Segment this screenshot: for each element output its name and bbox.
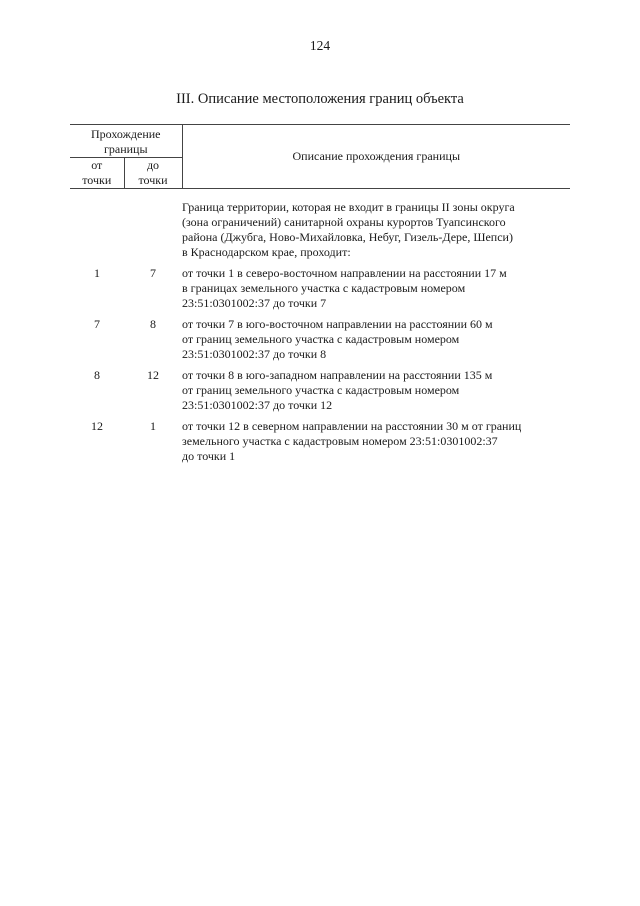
boundary-passage-header-line2: границы	[103, 142, 148, 156]
table-row	[70, 368, 570, 419]
from-point-header-line1: от	[91, 158, 103, 172]
segment-line: 23:51:0301002:37 до точки 12	[182, 398, 333, 412]
boundary-passage-header	[70, 125, 182, 158]
intro-from-cell	[70, 189, 124, 267]
intro-line: Граница территории, которая не входит в границы II зоны округа	[182, 200, 515, 214]
from-point-cell: 12	[91, 419, 103, 433]
from-point-header-line2: точки	[82, 173, 112, 187]
description-header: Описание прохождения границы	[182, 125, 570, 189]
to-point-header	[124, 158, 182, 189]
segment-line: в границах земельного участка с кадастровым номером	[182, 281, 466, 295]
segment-line: земельного участка с кадастровым номером 23:51:0301002:37	[182, 434, 498, 448]
to-point-cell: 12	[147, 368, 159, 382]
segment-line: 23:51:0301002:37 до точки 8	[182, 347, 327, 361]
segment-description	[182, 317, 570, 368]
from-point-header	[70, 158, 124, 189]
to-point-header-line2: точки	[138, 173, 168, 187]
to-point-cell: 8	[150, 317, 156, 331]
segment-line: от точки 7 в юго-восточном направлении на расстоянии 60 м	[182, 317, 493, 331]
intro-line: в Краснодарском крае, проходит:	[182, 245, 351, 259]
section-title: III. Описание местоположения границ объекта	[176, 91, 464, 107]
from-point-cell: 7	[94, 317, 100, 331]
to-point-cell: 1	[150, 419, 156, 433]
segment-description	[182, 368, 570, 419]
segment-description	[182, 266, 570, 317]
segment-line: от точки 1 в северо-восточном направлении на расстоянии 17 м	[182, 266, 507, 280]
segment-description	[182, 419, 570, 470]
segment-line: от границ земельного участка с кадастровым номером	[182, 383, 460, 397]
intro-line: (зона ограничений) санитарной охраны курортов Туапсинского	[182, 215, 506, 229]
from-point-cell: 1	[94, 266, 100, 280]
segment-line: от точки 8 в юго-западном направлении на расстоянии 135 м	[182, 368, 493, 382]
to-point-cell: 7	[150, 266, 156, 280]
segment-line: от точки 12 в северном направлении на расстоянии 30 м от границ	[182, 419, 522, 433]
page-number: 124	[309, 38, 331, 53]
segment-line: от границ земельного участка с кадастровым номером	[182, 332, 460, 346]
boundary-description-table	[70, 124, 570, 470]
from-point-cell: 8	[94, 368, 100, 382]
to-point-header-line1: до	[146, 158, 160, 172]
intro-description	[182, 189, 570, 267]
intro-line: района (Джубга, Ново-Михайловка, Небуг, Гизель-Дере, Шепси)	[182, 230, 513, 244]
boundary-passage-header-line1: Прохождение	[91, 127, 161, 141]
table-row	[70, 317, 570, 368]
segment-line: 23:51:0301002:37 до точки 7	[182, 296, 327, 310]
table-row	[70, 419, 570, 470]
segment-line: до точки 1	[182, 449, 236, 463]
intro-row	[70, 189, 570, 267]
table-row	[70, 266, 570, 317]
intro-to-cell	[124, 189, 182, 267]
